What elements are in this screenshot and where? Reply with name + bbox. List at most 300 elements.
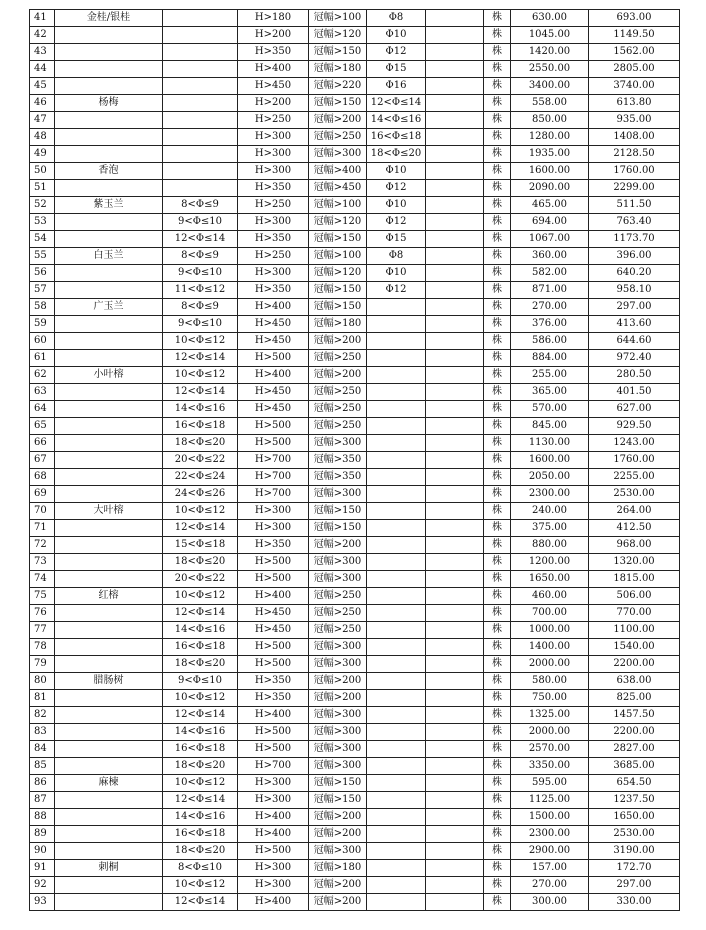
note-cell	[426, 673, 484, 690]
note-cell	[426, 877, 484, 894]
ground-diameter-cell	[367, 860, 426, 877]
height-cell: H>500	[238, 656, 309, 673]
height-cell: H>500	[238, 639, 309, 656]
trunk-diameter-cell: 20<Φ≤22	[163, 452, 238, 469]
total-price-cell: 2255.00	[589, 469, 680, 486]
unit-cell: 株	[484, 146, 511, 163]
trunk-diameter-cell	[163, 129, 238, 146]
unit-cell: 株	[484, 554, 511, 571]
total-price-cell: 972.40	[589, 350, 680, 367]
height-cell: H>400	[238, 367, 309, 384]
trunk-diameter-cell: 10<Φ≤12	[163, 877, 238, 894]
total-price-cell: 644.60	[589, 333, 680, 350]
plant-name-cell	[55, 605, 163, 622]
ground-diameter-cell: Φ15	[367, 231, 426, 248]
unit-price-cell: 360.00	[511, 248, 589, 265]
crown-width-cell: 冠幅>120	[309, 214, 367, 231]
trunk-diameter-cell: 8<Φ≤9	[163, 299, 238, 316]
total-price-cell: 2200.00	[589, 724, 680, 741]
crown-width-cell: 冠幅>250	[309, 350, 367, 367]
total-price-cell: 297.00	[589, 299, 680, 316]
height-cell: H>300	[238, 146, 309, 163]
plant-name-cell	[55, 843, 163, 860]
crown-width-cell: 冠幅>250	[309, 622, 367, 639]
note-cell	[426, 197, 484, 214]
unit-price-cell: 1400.00	[511, 639, 589, 656]
note-cell	[426, 656, 484, 673]
row-number-cell: 52	[30, 197, 55, 214]
unit-cell: 株	[484, 78, 511, 95]
trunk-diameter-cell	[163, 78, 238, 95]
crown-width-cell: 冠幅>150	[309, 775, 367, 792]
crown-width-cell: 冠幅>300	[309, 724, 367, 741]
unit-cell: 株	[484, 826, 511, 843]
plant-name-cell	[55, 401, 163, 418]
total-price-cell: 1408.00	[589, 129, 680, 146]
table-row	[30, 639, 680, 656]
crown-width-cell: 冠幅>200	[309, 894, 367, 911]
unit-price-cell: 2050.00	[511, 469, 589, 486]
height-cell: H>300	[238, 265, 309, 282]
unit-cell: 株	[484, 248, 511, 265]
note-cell	[426, 707, 484, 724]
trunk-diameter-cell: 14<Φ≤16	[163, 401, 238, 418]
ground-diameter-cell	[367, 792, 426, 809]
table-row	[30, 520, 680, 537]
unit-cell: 株	[484, 316, 511, 333]
table-row	[30, 146, 680, 163]
ground-diameter-cell	[367, 605, 426, 622]
row-number-cell: 77	[30, 622, 55, 639]
height-cell: H>700	[238, 486, 309, 503]
note-cell	[426, 61, 484, 78]
note-cell	[426, 248, 484, 265]
trunk-diameter-cell: 18<Φ≤20	[163, 843, 238, 860]
total-price-cell: 763.40	[589, 214, 680, 231]
total-price-cell: 413.60	[589, 316, 680, 333]
plant-name-cell: 麻楝	[55, 775, 163, 792]
row-number-cell: 71	[30, 520, 55, 537]
row-number-cell: 50	[30, 163, 55, 180]
trunk-diameter-cell	[163, 163, 238, 180]
row-number-cell: 65	[30, 418, 55, 435]
crown-width-cell: 冠幅>200	[309, 809, 367, 826]
trunk-diameter-cell	[163, 27, 238, 44]
table-row	[30, 605, 680, 622]
ground-diameter-cell	[367, 316, 426, 333]
table-row	[30, 588, 680, 605]
ground-diameter-cell	[367, 418, 426, 435]
height-cell: H>400	[238, 707, 309, 724]
crown-width-cell: 冠幅>250	[309, 129, 367, 146]
note-cell	[426, 10, 484, 27]
unit-cell: 株	[484, 384, 511, 401]
row-number-cell: 93	[30, 894, 55, 911]
row-number-cell: 45	[30, 78, 55, 95]
unit-price-cell: 570.00	[511, 401, 589, 418]
ground-diameter-cell	[367, 741, 426, 758]
ground-diameter-cell	[367, 520, 426, 537]
row-number-cell: 46	[30, 95, 55, 112]
trunk-diameter-cell: 12<Φ≤14	[163, 605, 238, 622]
row-number-cell: 79	[30, 656, 55, 673]
total-price-cell: 401.50	[589, 384, 680, 401]
plant-name-cell	[55, 520, 163, 537]
note-cell	[426, 571, 484, 588]
unit-cell: 株	[484, 588, 511, 605]
row-number-cell: 56	[30, 265, 55, 282]
plant-name-cell	[55, 78, 163, 95]
plant-name-cell: 杨梅	[55, 95, 163, 112]
unit-price-cell: 1130.00	[511, 435, 589, 452]
note-cell	[426, 520, 484, 537]
trunk-diameter-cell: 10<Φ≤12	[163, 333, 238, 350]
ground-diameter-cell	[367, 554, 426, 571]
price-table	[29, 9, 680, 911]
row-number-cell: 92	[30, 877, 55, 894]
height-cell: H>400	[238, 809, 309, 826]
ground-diameter-cell	[367, 894, 426, 911]
crown-width-cell: 冠幅>150	[309, 231, 367, 248]
unit-cell: 株	[484, 707, 511, 724]
height-cell: H>450	[238, 622, 309, 639]
unit-price-cell: 850.00	[511, 112, 589, 129]
plant-name-cell	[55, 384, 163, 401]
row-number-cell: 80	[30, 673, 55, 690]
total-price-cell: 640.20	[589, 265, 680, 282]
trunk-diameter-cell: 16<Φ≤18	[163, 826, 238, 843]
table-row	[30, 826, 680, 843]
ground-diameter-cell	[367, 690, 426, 707]
unit-price-cell: 300.00	[511, 894, 589, 911]
unit-cell: 株	[484, 622, 511, 639]
height-cell: H>300	[238, 775, 309, 792]
trunk-diameter-cell: 9<Φ≤10	[163, 316, 238, 333]
note-cell	[426, 418, 484, 435]
unit-cell: 株	[484, 95, 511, 112]
unit-price-cell: 1045.00	[511, 27, 589, 44]
unit-price-cell: 1600.00	[511, 452, 589, 469]
unit-cell: 株	[484, 775, 511, 792]
ground-diameter-cell	[367, 350, 426, 367]
note-cell	[426, 129, 484, 146]
row-number-cell: 64	[30, 401, 55, 418]
plant-name-cell	[55, 44, 163, 61]
note-cell	[426, 112, 484, 129]
crown-width-cell: 冠幅>180	[309, 316, 367, 333]
unit-cell: 株	[484, 129, 511, 146]
ground-diameter-cell	[367, 707, 426, 724]
note-cell	[426, 792, 484, 809]
crown-width-cell: 冠幅>200	[309, 112, 367, 129]
note-cell	[426, 724, 484, 741]
plant-name-cell	[55, 435, 163, 452]
unit-cell: 株	[484, 520, 511, 537]
height-cell: H>250	[238, 197, 309, 214]
crown-width-cell: 冠幅>150	[309, 282, 367, 299]
row-number-cell: 89	[30, 826, 55, 843]
table-row	[30, 860, 680, 877]
unit-price-cell: 270.00	[511, 299, 589, 316]
row-number-cell: 60	[30, 333, 55, 350]
total-price-cell: 297.00	[589, 877, 680, 894]
ground-diameter-cell	[367, 333, 426, 350]
note-cell	[426, 316, 484, 333]
height-cell: H>450	[238, 333, 309, 350]
plant-name-cell	[55, 571, 163, 588]
unit-price-cell: 1325.00	[511, 707, 589, 724]
total-price-cell: 2805.00	[589, 61, 680, 78]
note-cell	[426, 537, 484, 554]
total-price-cell: 2530.00	[589, 826, 680, 843]
total-price-cell: 1760.00	[589, 452, 680, 469]
ground-diameter-cell	[367, 843, 426, 860]
note-cell	[426, 758, 484, 775]
ground-diameter-cell	[367, 486, 426, 503]
unit-cell: 株	[484, 350, 511, 367]
table-row	[30, 656, 680, 673]
trunk-diameter-cell: 10<Φ≤12	[163, 367, 238, 384]
trunk-diameter-cell	[163, 146, 238, 163]
height-cell: H>450	[238, 316, 309, 333]
unit-price-cell: 2900.00	[511, 843, 589, 860]
row-number-cell: 76	[30, 605, 55, 622]
crown-width-cell: 冠幅>100	[309, 197, 367, 214]
height-cell: H>400	[238, 894, 309, 911]
note-cell	[426, 333, 484, 350]
table-row	[30, 10, 680, 27]
plant-name-cell	[55, 707, 163, 724]
total-price-cell: 968.00	[589, 537, 680, 554]
trunk-diameter-cell: 24<Φ≤26	[163, 486, 238, 503]
total-price-cell: 1815.00	[589, 571, 680, 588]
height-cell: H>300	[238, 503, 309, 520]
crown-width-cell: 冠幅>300	[309, 758, 367, 775]
plant-name-cell	[55, 690, 163, 707]
total-price-cell: 1457.50	[589, 707, 680, 724]
note-cell	[426, 367, 484, 384]
height-cell: H>400	[238, 588, 309, 605]
crown-width-cell: 冠幅>200	[309, 537, 367, 554]
crown-width-cell: 冠幅>200	[309, 333, 367, 350]
plant-name-cell	[55, 486, 163, 503]
plant-name-cell: 金桂/银桂	[55, 10, 163, 27]
note-cell	[426, 452, 484, 469]
plant-name-cell	[55, 809, 163, 826]
table-row	[30, 231, 680, 248]
unit-cell: 株	[484, 758, 511, 775]
row-number-cell: 68	[30, 469, 55, 486]
plant-name-cell: 刺桐	[55, 860, 163, 877]
unit-cell: 株	[484, 673, 511, 690]
note-cell	[426, 622, 484, 639]
table-row	[30, 163, 680, 180]
trunk-diameter-cell: 22<Φ≤24	[163, 469, 238, 486]
ground-diameter-cell	[367, 452, 426, 469]
note-cell	[426, 44, 484, 61]
table-row	[30, 299, 680, 316]
table-row	[30, 673, 680, 690]
crown-width-cell: 冠幅>100	[309, 10, 367, 27]
unit-price-cell: 880.00	[511, 537, 589, 554]
crown-width-cell: 冠幅>150	[309, 520, 367, 537]
ground-diameter-cell: 14<Φ≤16	[367, 112, 426, 129]
note-cell	[426, 401, 484, 418]
plant-name-cell	[55, 333, 163, 350]
total-price-cell: 2128.50	[589, 146, 680, 163]
unit-price-cell: 630.00	[511, 10, 589, 27]
table-row	[30, 571, 680, 588]
crown-width-cell: 冠幅>200	[309, 877, 367, 894]
height-cell: H>500	[238, 571, 309, 588]
crown-width-cell: 冠幅>250	[309, 384, 367, 401]
unit-cell: 株	[484, 401, 511, 418]
plant-name-cell	[55, 724, 163, 741]
unit-price-cell: 700.00	[511, 605, 589, 622]
total-price-cell: 1760.00	[589, 163, 680, 180]
crown-width-cell: 冠幅>200	[309, 690, 367, 707]
unit-cell: 株	[484, 571, 511, 588]
trunk-diameter-cell: 8<Φ≤10	[163, 860, 238, 877]
crown-width-cell: 冠幅>250	[309, 605, 367, 622]
row-number-cell: 43	[30, 44, 55, 61]
unit-cell: 株	[484, 418, 511, 435]
ground-diameter-cell: Φ10	[367, 163, 426, 180]
table-row	[30, 435, 680, 452]
unit-cell: 株	[484, 27, 511, 44]
note-cell	[426, 299, 484, 316]
note-cell	[426, 350, 484, 367]
ground-diameter-cell	[367, 775, 426, 792]
height-cell: H>350	[238, 180, 309, 197]
total-price-cell: 613.80	[589, 95, 680, 112]
table-row	[30, 792, 680, 809]
plant-name-cell	[55, 316, 163, 333]
trunk-diameter-cell: 16<Φ≤18	[163, 639, 238, 656]
crown-width-cell: 冠幅>100	[309, 248, 367, 265]
unit-cell: 株	[484, 690, 511, 707]
unit-cell: 株	[484, 877, 511, 894]
table-row	[30, 197, 680, 214]
crown-width-cell: 冠幅>300	[309, 843, 367, 860]
plant-name-cell: 红榕	[55, 588, 163, 605]
total-price-cell: 396.00	[589, 248, 680, 265]
table-row	[30, 741, 680, 758]
total-price-cell: 1100.00	[589, 622, 680, 639]
unit-cell: 株	[484, 605, 511, 622]
crown-width-cell: 冠幅>180	[309, 860, 367, 877]
ground-diameter-cell	[367, 877, 426, 894]
crown-width-cell: 冠幅>300	[309, 146, 367, 163]
unit-price-cell: 2300.00	[511, 826, 589, 843]
height-cell: H>300	[238, 520, 309, 537]
unit-cell: 株	[484, 656, 511, 673]
note-cell	[426, 554, 484, 571]
unit-cell: 株	[484, 639, 511, 656]
note-cell	[426, 605, 484, 622]
row-number-cell: 81	[30, 690, 55, 707]
plant-name-cell	[55, 469, 163, 486]
unit-cell: 株	[484, 44, 511, 61]
unit-cell: 株	[484, 10, 511, 27]
plant-name-cell: 小叶榕	[55, 367, 163, 384]
plant-name-cell	[55, 231, 163, 248]
total-price-cell: 2827.00	[589, 741, 680, 758]
crown-width-cell: 冠幅>250	[309, 418, 367, 435]
row-number-cell: 84	[30, 741, 55, 758]
total-price-cell: 1540.00	[589, 639, 680, 656]
trunk-diameter-cell: 20<Φ≤22	[163, 571, 238, 588]
table-row	[30, 554, 680, 571]
unit-cell: 株	[484, 367, 511, 384]
unit-price-cell: 586.00	[511, 333, 589, 350]
trunk-diameter-cell: 9<Φ≤10	[163, 265, 238, 282]
ground-diameter-cell: Φ10	[367, 27, 426, 44]
price-table-body	[30, 10, 680, 911]
crown-width-cell: 冠幅>150	[309, 503, 367, 520]
ground-diameter-cell	[367, 367, 426, 384]
trunk-diameter-cell: 18<Φ≤20	[163, 435, 238, 452]
trunk-diameter-cell: 12<Φ≤14	[163, 707, 238, 724]
unit-price-cell: 871.00	[511, 282, 589, 299]
ground-diameter-cell	[367, 299, 426, 316]
row-number-cell: 58	[30, 299, 55, 316]
trunk-diameter-cell: 18<Φ≤20	[163, 656, 238, 673]
ground-diameter-cell: 18<Φ≤20	[367, 146, 426, 163]
unit-price-cell: 3400.00	[511, 78, 589, 95]
plant-name-cell	[55, 180, 163, 197]
ground-diameter-cell	[367, 588, 426, 605]
unit-price-cell: 240.00	[511, 503, 589, 520]
note-cell	[426, 639, 484, 656]
height-cell: H>200	[238, 27, 309, 44]
row-number-cell: 69	[30, 486, 55, 503]
table-row	[30, 758, 680, 775]
height-cell: H>450	[238, 401, 309, 418]
trunk-diameter-cell: 10<Φ≤12	[163, 503, 238, 520]
unit-price-cell: 1067.00	[511, 231, 589, 248]
crown-width-cell: 冠幅>450	[309, 180, 367, 197]
table-row	[30, 95, 680, 112]
row-number-cell: 53	[30, 214, 55, 231]
ground-diameter-cell: Φ12	[367, 214, 426, 231]
table-row	[30, 469, 680, 486]
total-price-cell: 280.50	[589, 367, 680, 384]
unit-price-cell: 2090.00	[511, 180, 589, 197]
note-cell	[426, 163, 484, 180]
unit-cell: 株	[484, 741, 511, 758]
note-cell	[426, 741, 484, 758]
row-number-cell: 42	[30, 27, 55, 44]
trunk-diameter-cell: 11<Φ≤12	[163, 282, 238, 299]
row-number-cell: 82	[30, 707, 55, 724]
row-number-cell: 86	[30, 775, 55, 792]
table-row	[30, 384, 680, 401]
crown-width-cell: 冠幅>350	[309, 452, 367, 469]
trunk-diameter-cell: 12<Φ≤14	[163, 231, 238, 248]
unit-cell: 株	[484, 112, 511, 129]
unit-price-cell: 1600.00	[511, 163, 589, 180]
crown-width-cell: 冠幅>350	[309, 469, 367, 486]
height-cell: H>500	[238, 724, 309, 741]
height-cell: H>300	[238, 163, 309, 180]
crown-width-cell: 冠幅>150	[309, 792, 367, 809]
total-price-cell: 3190.00	[589, 843, 680, 860]
trunk-diameter-cell: 8<Φ≤9	[163, 197, 238, 214]
note-cell	[426, 95, 484, 112]
unit-price-cell: 595.00	[511, 775, 589, 792]
height-cell: H>500	[238, 435, 309, 452]
